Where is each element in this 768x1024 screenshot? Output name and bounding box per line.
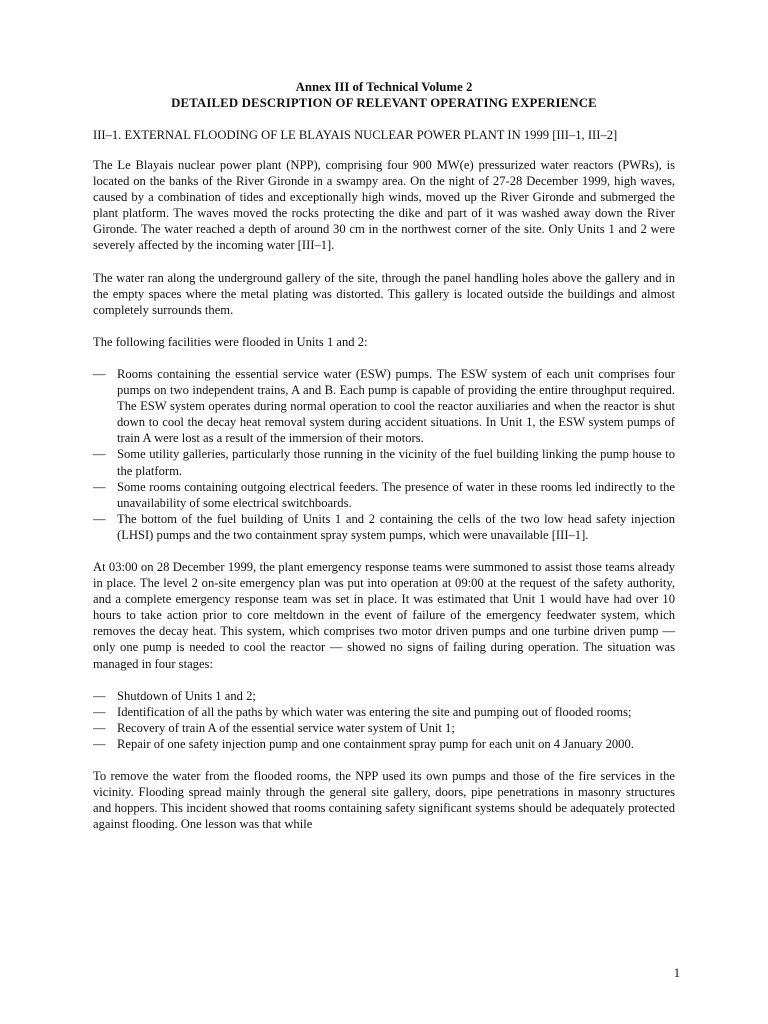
list-item-text: The bottom of the fuel building of Units 1 and 2 containing the cells of the two low head safety injection (LHSI) pumps and the two containment spray system pumps, which were unavailable [III–1]. <box>117 511 675 542</box>
stages-list <box>93 688 675 752</box>
page-number: 1 <box>673 966 680 980</box>
list-item <box>93 366 675 446</box>
dash-bullet: — <box>93 447 106 462</box>
dash-bullet: — <box>93 479 106 494</box>
list-item-text: Recovery of train A of the essential service water system of Unit 1; <box>117 720 455 735</box>
list-item-text: Repair of one safety injection pump and one containment spray pump for each unit on 4 January 2000. <box>117 736 634 751</box>
dash-bullet: — <box>93 704 106 719</box>
list-item <box>93 704 675 720</box>
list-item-text: Some utility galleries, particularly those running in the vicinity of the fuel building linking the pump house to the platform. <box>117 447 675 478</box>
list-item-text: Some rooms containing outgoing electrical feeders. The presence of water in these rooms led indirectly to the unavailability of some electrical switchboards. <box>117 479 675 510</box>
list-item <box>93 479 675 511</box>
dash-bullet: — <box>93 366 106 381</box>
list-item-text: Shutdown of Units 1 and 2; <box>117 688 256 703</box>
dash-bullet: — <box>93 736 106 751</box>
dash-bullet: — <box>93 688 106 703</box>
paragraph-water-removal: To remove the water from the flooded rooms, the NPP used its own pumps and those of the fire services in the vicinity. Flooding spread mainly through the general site gallery, doors, pipe penetrations in masonry structures and hoppers. This incident showed that rooms containing safety significant systems should be adequately protected against flooding. One lesson was that while <box>93 769 675 832</box>
list-item <box>93 511 675 543</box>
annex-title: Annex III of Technical Volume 2 <box>295 80 473 94</box>
dash-bullet: — <box>93 720 106 735</box>
flooded-facilities-list <box>93 366 675 543</box>
list-item <box>93 736 675 752</box>
list-item <box>93 720 675 736</box>
paragraph-gallery: The water ran along the underground gallery of the site, through the panel handling holes above the gallery and in the empty spaces where the metal plating was distorted. This gallery is located outside the buildings and almost completely surrounds them. <box>93 270 675 317</box>
paragraph-introduction: The Le Blayais nuclear power plant (NPP), comprising four 900 MW(e) pressurized water reactors (PWRs), is located on the banks of the River Gironde in a swampy area. On the night of 27-28 December 1999, high waves, caused by a combination of tides and exceptionally high winds, moved up the River Gironde and submerged the plant platform. The waves moved the rocks protecting the dike and part of it was washed away down the River Gironde. The water reached a depth of around 30 cm in the northwest corner of the site. Only Units 1 and 2 were severely affected by the incoming water [III–1]. <box>93 158 675 253</box>
paragraph-flooded-intro: The following facilities were flooded in Units 1 and 2: <box>93 334 368 349</box>
section-heading: III–1. EXTERNAL FLOODING OF LE BLAYAIS NUCLEAR POWER PLANT IN 1999 [III–1, III–2] <box>93 128 618 142</box>
document-title: DETAILED DESCRIPTION OF RELEVANT OPERATING EXPERIENCE <box>171 96 597 110</box>
list-item-text: Identification of all the paths by which water was entering the site and pumping out of flooded rooms; <box>117 704 632 719</box>
list-item-text: Rooms containing the essential service water (ESW) pumps. The ESW system of each unit comprises four pumps on two independent trains, A and B. Each pump is capable of providing the entire throughput required. The ESW system operates during normal operation to cool the reactor auxiliaries and when the reactor is shut down to cool the decay heat removal system during accident situations. In Unit 1, the ESW system pumps of train A were lost as a result of the immersion of their motors. <box>117 366 675 446</box>
list-item <box>93 688 675 704</box>
paragraph-emergency-response: At 03:00 on 28 December 1999, the plant emergency response teams were summoned to assist those teams already in place. The level 2 on-site emergency plan was put into operation at 09:00 at the request of the safety authority, and a complete emergency response team was set in place. It was estimated that Unit 1 would have had over 10 hours to take action prior to core meltdown in the event of failure of the emergency feedwater system, which removes the decay heat. This system, which comprises two motor driven pumps and one turbine driven pump — only one pump is needed to cool the reactor — showed no signs of failing during operation. The situation was managed in four stages: <box>93 559 675 671</box>
list-item <box>93 446 675 478</box>
document-page <box>93 79 675 848</box>
dash-bullet: — <box>93 511 106 526</box>
